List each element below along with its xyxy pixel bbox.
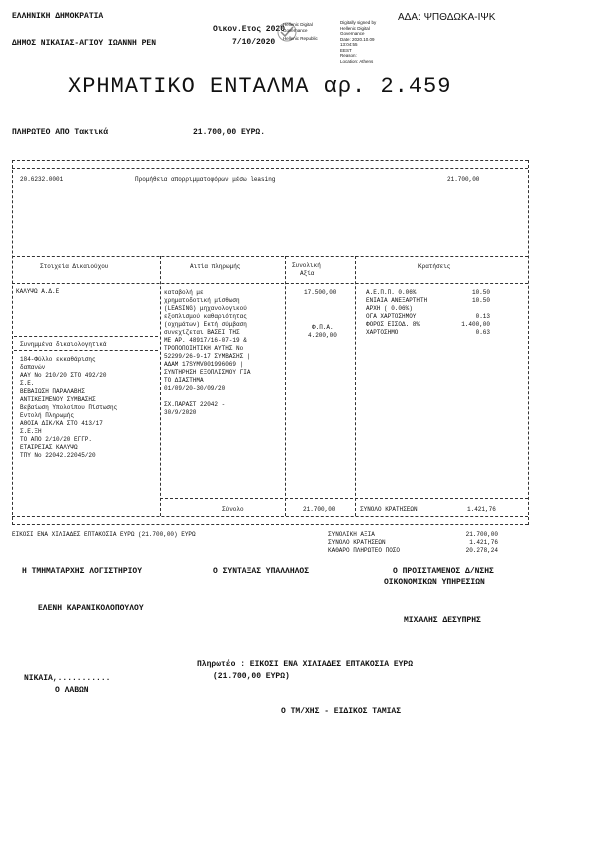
list-item: ΕΤΑΙΡΕΙΑΣ ΚΑΛΥΨΩ — [20, 444, 78, 451]
list-item: ΑΔΑΜ 17SYMV001996069 | — [164, 361, 244, 368]
deduction-row: ΑΡΧΗ ( 0.06%) — [366, 305, 413, 312]
summary-row: ΣΥΝΟΛΙΚΗ ΑΞΙΑ 21.700,00 — [328, 531, 498, 538]
accounting-head-title: Η ΤΜΗΜΑΤΑΡΧΗΣ ΛΟΓΙΣΤΗΡΙΟΥ — [22, 567, 143, 576]
col-header-beneficiary: Στοιχεία Δικαιούχου — [40, 263, 109, 270]
list-item: (LEASING) μηχανολογικού — [164, 305, 247, 312]
list-item: χρηματοδοτική μίσθωση — [164, 297, 240, 304]
value-vat-label: Φ.Π.Α. — [312, 324, 334, 331]
list-item: ΤΠΥ Νο 22042.22045/20 — [20, 452, 96, 459]
totals-label: Σύνολο — [222, 506, 244, 513]
list-item: 52299/26-9-17 ΣΥΜΒΑΣΗΣ | — [164, 353, 251, 360]
totals-deductions-amount: 1.421,76 — [467, 506, 496, 513]
digital-signature-stamp: Hellenic Digital Governance Hellenic Republic — [275, 20, 335, 46]
payment-cause — [164, 289, 250, 417]
list-item: ΑΝΤΙΚΕΙΜΕΝΟΥ ΣΥΜΒΑΣΗΣ — [20, 396, 96, 403]
attachments-separator-bottom — [14, 350, 158, 351]
table-top-border-inner — [12, 168, 528, 169]
drafter-title: Ο ΣΥΝΤΑΞΑΣ ΥΠΑΛΛΗΛΟΣ — [213, 567, 310, 576]
list-item: ΤΟ ΔΙΑΣΤΗΜΑ — [164, 377, 204, 384]
payable-amount: 21.700,00 ΕΥΡΩ. — [193, 128, 266, 137]
deduction-row: Α.Ε.Π.Π. 0.06% 10.50 — [366, 289, 490, 296]
col-header-cause: Αιτία πληρωμής — [190, 263, 241, 270]
list-item: ΑΑΥ Νο 210/20 ΣΤΟ 492/20 — [20, 372, 107, 379]
header-row-bottom — [12, 283, 528, 284]
summary-row: ΣΥΝΟΛΟ ΚΡΑΤΗΣΕΩΝ 1.421,76 — [328, 539, 498, 546]
table-left-border — [12, 160, 13, 525]
list-item: ΤΟ ΑΠΟ 2/10/20 ΕΓΓΡ. — [20, 436, 93, 443]
list-item: ΤΡΟΠΟΠΟΙΗΤΙΚΗ ΑΥΤΗΣ Νο — [164, 345, 244, 352]
footer-receiver: Ο ΛΑΒΩΝ — [55, 686, 89, 695]
list-item — [164, 393, 250, 401]
list-item: (οχημάτων) Εκτή σύμβαση — [164, 321, 247, 328]
col-sep-2 — [285, 256, 286, 516]
list-item: 184-Φύλλο εκκαθάρισης — [20, 356, 96, 363]
footer-place: ΝΙΚΑΙΑ,........... — [24, 674, 111, 683]
list-item: Σ.Ε.ΞΗ — [20, 428, 42, 435]
list-item: Σ.Ε. — [20, 380, 35, 387]
totals-amount: 21.700,00 — [303, 506, 336, 513]
col-header-deductions: Κρατήσεις — [418, 263, 451, 270]
fiscal-year-label: Οικον.Ετος 2020 — [213, 25, 286, 34]
summary-block — [328, 531, 498, 555]
amount-in-words: ΕΙΚΟΣΙ ΕΝΑ ΧΙΛΙΑΔΕΣ ΕΠΤΑΚΟΣΙΑ ΕΥΡΩ (21.700,00) ΕΥΡΩ — [12, 531, 196, 538]
col-header-total-value-2: Αξία — [300, 270, 315, 277]
footer-payable-amount: (21.700,00 ΕΥΡΩ) — [213, 672, 290, 681]
director-title-line1: Ο ΠΡΟΙΣΤΑΜΕΝΟΣ Δ/ΝΣΗΣ — [393, 567, 494, 576]
table-bottom-border — [12, 516, 528, 517]
list-item: ΣΧ.ΠΑΡΑΣΤ 22042 - — [164, 401, 226, 408]
list-item: ΒΕΒΑΙΩΣΗ ΠΑΡΑΛΑΒΗΣ — [20, 388, 85, 395]
list-item: Βεβαίωση Υπολοίπου Πίστωσης — [20, 404, 118, 411]
beneficiary-name: ΚΑΛΥΨΩ Α.Δ.Ε — [16, 288, 60, 295]
col-header-total-value: Συνολική — [292, 262, 321, 269]
table-top-border — [12, 160, 528, 161]
payable-source-label: ΠΛΗΡΩΤΕΟ ΑΠΟ Τακτικά — [12, 128, 109, 137]
list-item: ΜΕ ΑΡ. 48917/16-07-19 & — [164, 337, 247, 344]
attachments-list — [20, 356, 117, 460]
order-date: 7/10/2020 — [232, 38, 276, 47]
attachments-label: Συνημμένα δικαιολογητικά — [20, 341, 107, 348]
accounting-head-name: ΕΛΕΝΗ ΚΑΡΑΝΙΚΟΛΟΠΟΥΛΟΥ — [38, 604, 144, 613]
list-item: 01/09/20-30/09/20 — [164, 385, 226, 392]
list-item: δαπανών — [20, 364, 46, 371]
line-item-amount: 21.700,00 — [447, 176, 480, 183]
list-item: Εντολή Πληρωμής — [20, 412, 75, 419]
page-title: ΧΡΗΜΑΤΙΚΟ ΕΝΤΑΛΜΑ αρ. 2.459 — [68, 74, 452, 99]
col-sep-1 — [160, 256, 161, 516]
line-item-code: 20.6232.0001 — [20, 176, 64, 183]
director-title-line2: ΟΙΚΟΝΟΜΙΚΩΝ ΥΠΗΡΕΣΙΩΝ — [384, 578, 485, 587]
line-item-description: Προμήθεια απορριμματοφόρων μέσω leasing — [135, 176, 276, 183]
deduction-row: ΦΟΡΟΣ ΕΙΣΟΔ. 8% 1.400,00 — [366, 321, 490, 328]
deductions-list — [366, 289, 490, 337]
deduction-row: ΟΓΑ ΧΑΡΤΟΣΗΜΟΥ 0.13 — [366, 313, 490, 320]
totals-deductions-label: ΣΥΝΟΛΟ ΚΡΑΤΗΣΕΩΝ — [360, 506, 418, 513]
list-item: 30/9/2020 — [164, 409, 197, 416]
list-item: ΣΥΝΤΗΡΗΣΗ ΕΞΟΠΛΙΣΜΟΥ ΓΙΑ — [164, 369, 251, 376]
deduction-row: ΕΝΙΑΙΑ ΑΝΕΞΑΡΤΗΤΗ 10.50 — [366, 297, 490, 304]
list-item: συνεχίζεται ΒΑΣΕΙ ΤΗΣ — [164, 329, 240, 336]
republic-label: ΕΛΛΗΝΙΚΗ ΔΗΜΟΚΡΑΤΙΑ — [12, 12, 104, 21]
digital-signature-details: Digitally signed by Hellenic Digital Governance Date: 2020.10.09 13:04:55 EEST Reason: Location: Athens — [340, 20, 377, 64]
table-bottom-border-2 — [12, 524, 528, 525]
footer-payable-label: Πληρωτέο : ΕΙΚΟΣΙ ΕΝΑ ΧΙΛΙΑΔΕΣ ΕΠΤΑΚΟΣΙΑ ΕΥΡΩ — [197, 660, 414, 669]
header-row-top — [12, 256, 528, 257]
value-net-amount: 17.500,00 — [304, 289, 337, 296]
list-item: εξοπλισμού καθαριότητας — [164, 313, 247, 320]
col-sep-3 — [355, 256, 356, 516]
attachments-separator-top — [14, 336, 158, 337]
value-vat-amount: 4.200,00 — [308, 332, 337, 339]
list-item: ΑΘΟΙΑ ΔΙΚ/ΚΑ ΣΤΟ 413/17 — [20, 420, 103, 427]
ada-code: ΑΔΑ: ΨΠΘΔΩΚΑ-ΙΨΚ — [398, 12, 496, 23]
deduction-row: ΧΑΡΤΟΣΗΜΟ 0.63 — [366, 329, 490, 336]
summary-row: ΚΑΘΑΡΟ ΠΛΗΡΩΤΕΟ ΠΟΣΟ 20.278,24 — [328, 547, 498, 554]
municipality-label: ΔΗΜΟΣ ΝΙΚΑΙΑΣ-ΑΓΙΟΥ ΙΩΑΝΝΗ ΡΕΝ — [12, 39, 157, 48]
list-item: καταβολή με — [164, 289, 204, 296]
director-name: ΜΙΧΑΛΗΣ ΔΕΣΥΠΡΗΣ — [404, 616, 481, 625]
totals-row-top — [160, 498, 528, 499]
footer-cashier: Ο ΤΜ/ΧΗΣ - ΕΙΔΙΚΟΣ ΤΑΜΙΑΣ — [281, 707, 402, 716]
table-right-border — [528, 160, 529, 525]
